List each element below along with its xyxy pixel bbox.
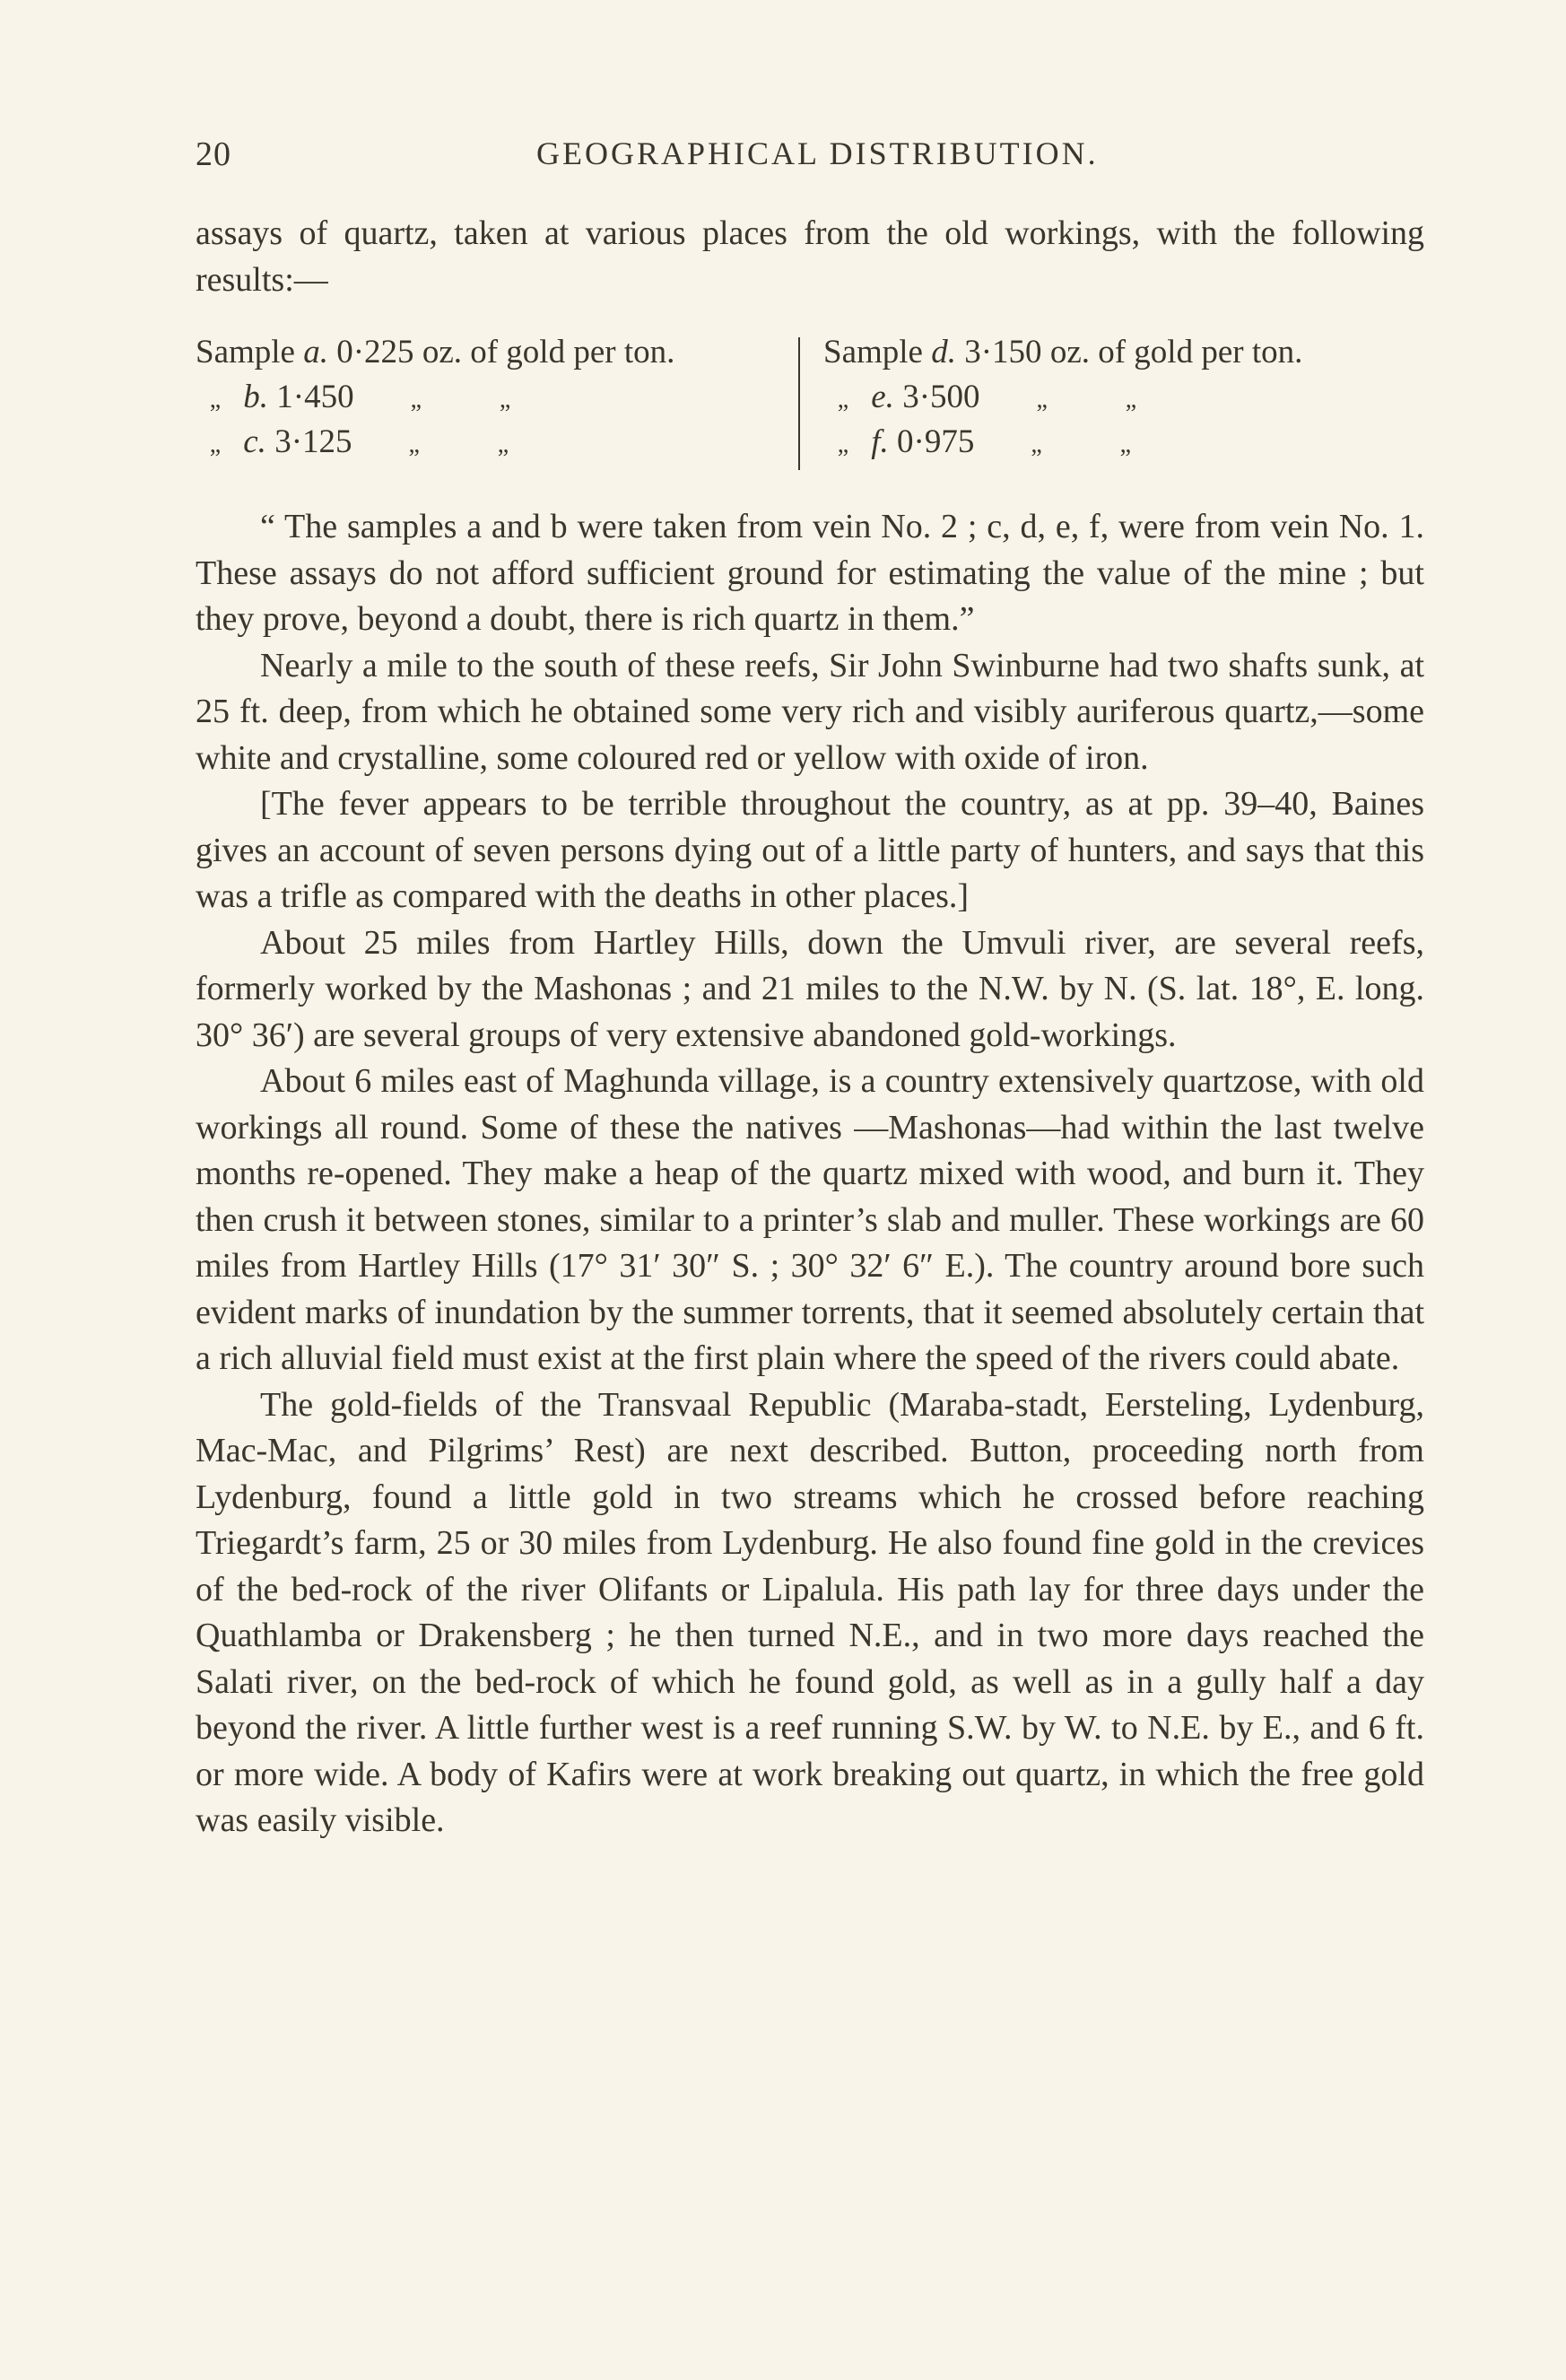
page-number: 20 bbox=[196, 135, 231, 173]
sample-unit: oz. of gold per ton. bbox=[1049, 334, 1303, 371]
sample-value: 1·450 bbox=[276, 379, 354, 415]
ditto-mark: „ bbox=[1036, 386, 1048, 414]
sample-letter: c. bbox=[243, 423, 266, 460]
paragraph: Nearly a mile to the south of these reefs, Sir John Swinburne had two shafts sunk, at 25 ft. deep, from which he obtained some very rich and visibly auriferous quartz,—some white and crystalline, some coloured red or yellow with oxide of iron. bbox=[196, 646, 1424, 777]
sample-letter: d. bbox=[931, 334, 956, 371]
paragraph: The gold-fields of the Transvaal Republic (Maraba-stadt, Eersteling, Lydenburg, Mac-Mac, and Pilgrims’ Rest) are next described. Button, proceeding north from Lydenburg, found a little gold in two streams which he crossed before reaching Triegardt’s farm, 25 or 30 miles from Lydenburg. He also found fine gold in the crevices of the bed-rock of the river Olifants or Lipalula. His path lay for three days under the Quathlamba or Drakensberg ; he then turned N.E., and in two more days reached the Salati river, on the bed-rock of which he found gold, as well as in a gully half a day beyond the river. A little further west is a reef running S.W. by W. to N.E. by E., and 6 ft. or more wide. A body of Kafirs were at work breaking out quartz, in which the free gold was easily visible. bbox=[196, 1385, 1424, 1839]
ditto-mark: „ bbox=[1031, 431, 1042, 458]
intro-paragraph: assays of quartz, taken at various places from the old workings, with the following results:— bbox=[196, 214, 1424, 299]
ditto-mark: „ bbox=[837, 431, 849, 458]
sample-row bbox=[823, 375, 1302, 420]
sample-row bbox=[196, 420, 674, 465]
page-header bbox=[196, 135, 1424, 188]
ditto-mark: „ bbox=[410, 386, 422, 414]
sample-unit: oz. of gold per ton. bbox=[422, 334, 675, 371]
paragraph: About 25 miles from Hartley Hills, down the Umvuli river, are several reefs, formerly worked by the Mashonas ; and 21 miles to the N.W. by N. (S. lat. 18°, E. long. 30° 36′) are several groups of very extensive abandoned gold-workings. bbox=[196, 923, 1424, 1054]
sample-label: Sample bbox=[823, 334, 923, 371]
sample-row bbox=[823, 420, 1302, 465]
sample-row bbox=[823, 330, 1302, 375]
ditto-mark: „ bbox=[209, 431, 222, 458]
sample-letter: b. bbox=[243, 379, 268, 415]
bracketed-paragraph: [The fever appears to be terrible throughout the country, as at pp. 39–40, Baines gives an account of seven persons dying out of a little party of hunters, and says that this was a trifle as compared with the deaths in other places.] bbox=[196, 785, 1424, 915]
ditto-mark: „ bbox=[209, 386, 222, 414]
column-divider bbox=[798, 337, 800, 470]
sample-value: 0·975 bbox=[897, 423, 975, 460]
sample-letter: f. bbox=[871, 423, 889, 460]
sample-row bbox=[196, 330, 674, 375]
quoted-paragraph: “ The samples a and b were taken from vein No. 2 ; c, d, e, f, were from vein No. 1. These assays do not afford sufficient ground for estimating the value of the mine ; but they prove, beyond a doubt, there is rich quartz in them.” bbox=[196, 508, 1424, 638]
sample-letter: a. bbox=[303, 334, 328, 371]
body-text bbox=[196, 211, 1424, 1844]
ditto-mark: „ bbox=[1125, 386, 1137, 414]
sample-value: 3·500 bbox=[902, 379, 980, 415]
ditto-mark: „ bbox=[837, 386, 849, 414]
sample-table bbox=[196, 330, 1424, 470]
sample-row bbox=[196, 375, 674, 420]
sample-column-right bbox=[823, 330, 1302, 465]
ditto-mark: „ bbox=[499, 386, 511, 414]
ditto-mark: „ bbox=[1119, 431, 1132, 458]
sample-value: 0·225 bbox=[336, 334, 414, 371]
sample-value: 3·125 bbox=[274, 423, 352, 460]
paragraph: About 6 miles east of Maghunda village, is a country extensively quartzose, with old workings all round. Some of these the natives —Mashonas—had within the last twelve months re-opened. They make a heap of the quartz mixed with wood, and burn it. They then crush it between stones, similar to a printer’s slab and muller. These workings are 60 miles from Hartley Hills (17° 31′ 30″ S. ; 30° 32′ 6″ E.). The country around bore such evident marks of inundation by the summer torrents, that it seemed absolutely certain that a rich alluvial field must exist at the first plain where the speed of the rivers could abate. bbox=[196, 1062, 1424, 1377]
ditto-mark: „ bbox=[497, 431, 509, 458]
sample-label: Sample bbox=[196, 334, 295, 371]
running-head: GEOGRAPHICAL DISTRIBUTION. bbox=[536, 135, 1099, 171]
ditto-mark: „ bbox=[408, 431, 420, 458]
sample-letter: e. bbox=[871, 379, 894, 415]
sample-value: 3·150 bbox=[964, 334, 1042, 371]
sample-column-left bbox=[196, 330, 674, 465]
